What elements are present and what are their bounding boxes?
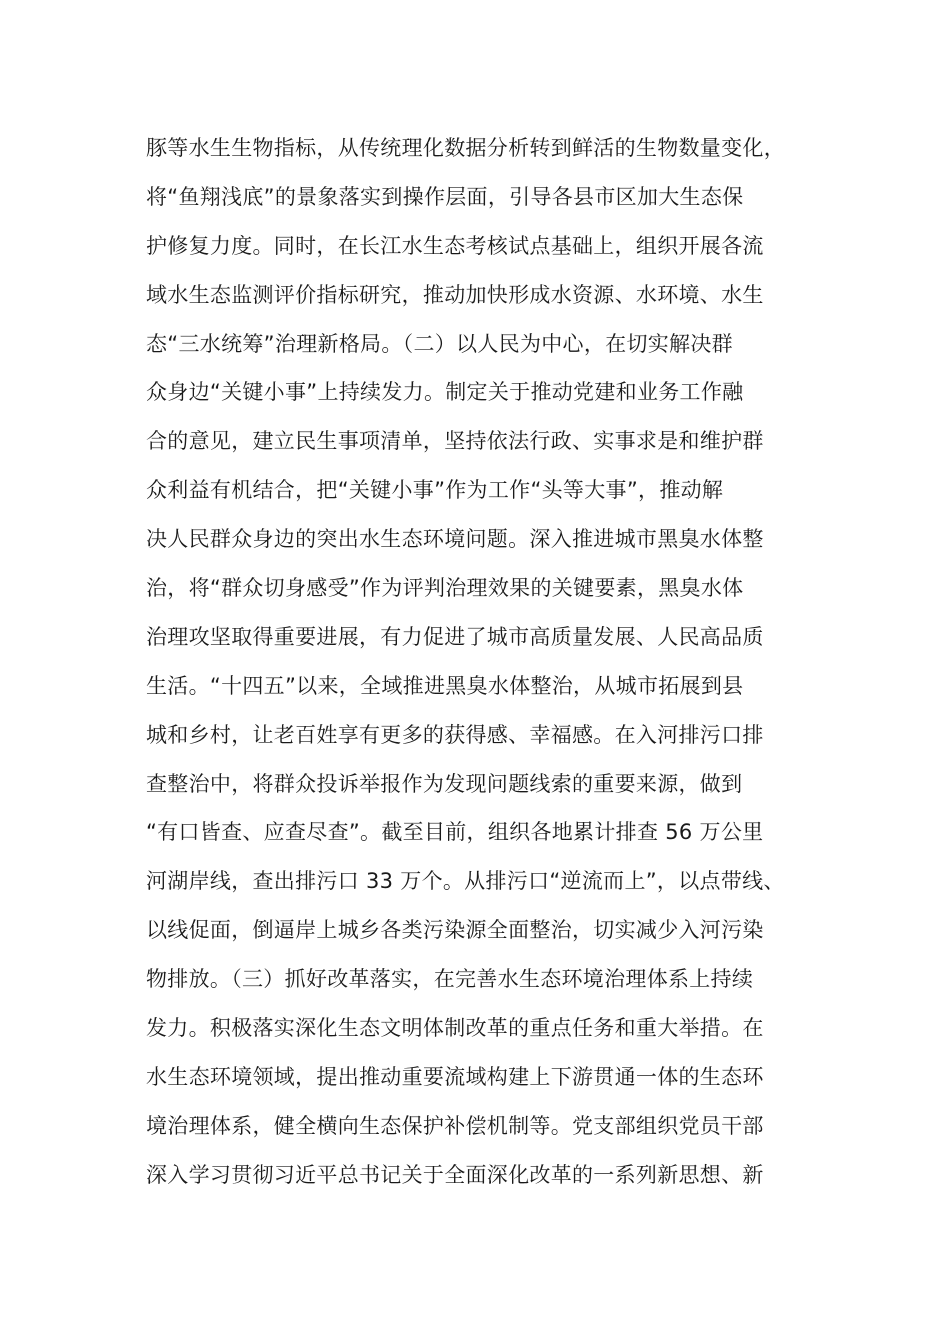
- text-line: “有口皆查、应查尽查”。截至目前，组织各地累计排查 56 万公里: [146, 820, 764, 845]
- text-line: 豚等水生生物指标，从传统理化数据分析转到鲜活的生物数量变化，: [146, 136, 785, 160]
- text-line: 水生态环境领域，提出推动重要流域构建上下游贯通一体的生态环: [146, 1064, 764, 1089]
- text-line: 物排放。（三）抓好改革落实，在完善水生态环境治理体系上持续: [146, 967, 754, 992]
- text-line: 合的意见，建立民生事项清单，坚持依法行政、实事求是和维护群: [146, 429, 764, 454]
- text-line: 众身边“关键小事”上持续发力。制定关于推动党建和业务工作融: [146, 380, 744, 405]
- text-line: 发力。积极落实深化生态文明体制改革的重点任务和重大举措。在: [146, 1016, 764, 1041]
- text-line: 查整治中，将群众投诉举报作为发现问题线索的重要来源，做到: [146, 771, 743, 796]
- body-text: [146, 132, 836, 1208]
- text-line: 城和乡村，让老百姓享有更多的获得感、幸福感。在入河排污口排: [146, 722, 764, 747]
- text-line: 生活。“十四五”以来，全域推进黑臭水体整治，从城市拓展到县: [146, 673, 744, 698]
- text-line: 以线促面，倒逼岸上城乡各类污染源全面整治，切实减少入河污染: [146, 918, 764, 943]
- text-line: 深入学习贯彻习近平总书记关于全面深化改革的一系列新思想、新: [146, 1162, 764, 1187]
- text-line: 河湖岸线，查出排污口 33 万个。从排污口“逆流而上”，以点带线、: [146, 869, 785, 894]
- text-line: 决人民群众身边的突出水生态环境问题。深入推进城市黑臭水体整: [146, 527, 764, 552]
- text-line: 境治理体系，健全横向生态保护补偿机制等。党支部组织党员干部: [146, 1113, 764, 1138]
- text-line: 治，将“群众切身感受”作为评判治理效果的关键要素，黑臭水体: [146, 576, 744, 601]
- text-line: 护修复力度。同时，在长江水生态考核试点基础上，组织开展各流: [146, 233, 764, 258]
- text-line: 将“鱼翔浅底”的景象落实到操作层面，引导各县市区加大生态保: [146, 184, 744, 209]
- text-line: 治理攻坚取得重要进展，有力促进了城市高质量发展、人民高品质: [146, 624, 764, 649]
- text-line: 众利益有机结合，把“关键小事”作为工作“头等大事”，推动解: [146, 478, 724, 503]
- text-line: 域水生态监测评价指标研究，推动加快形成水资源、水环境、水生: [146, 282, 764, 307]
- text-line: 态“三水统筹”治理新格局。（二）以人民为中心，在切实解决群: [146, 331, 733, 356]
